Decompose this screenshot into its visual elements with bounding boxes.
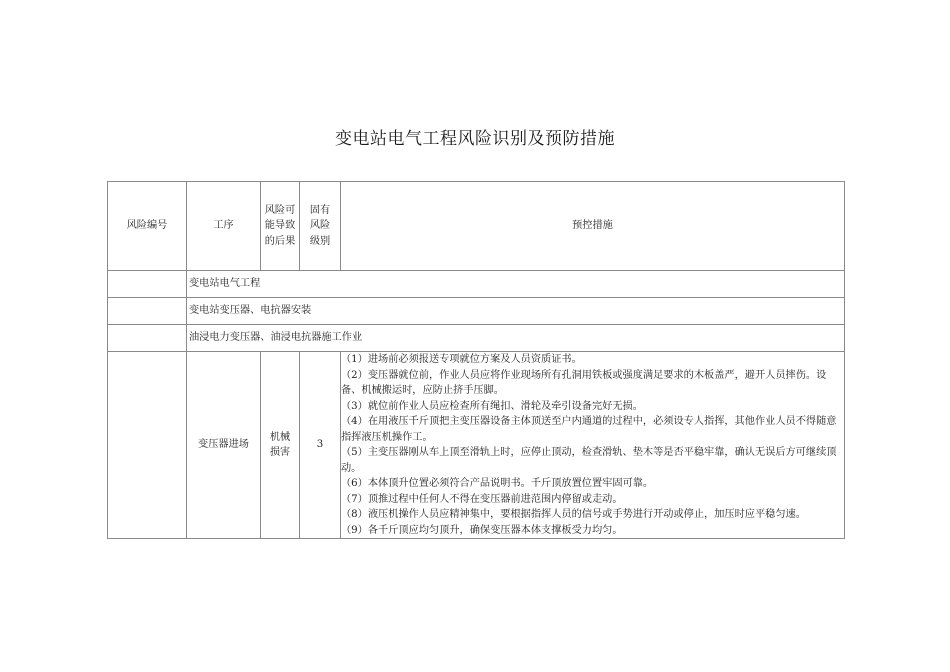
section-label: 变电站电气工程 <box>187 271 845 298</box>
section-empty-cell <box>108 298 187 325</box>
risk-no-cell <box>108 352 187 539</box>
measure-item: （1）进场前必须报送专项就位方案及人员资质证书。 <box>341 354 582 365</box>
section-row <box>108 298 845 325</box>
section-label: 变电站变压器、电抗器安装 <box>187 298 845 325</box>
section-row <box>108 271 845 298</box>
measure-item: （6）本体顶升位置必须符合产品说明书。千斤顶放置位置牢固可靠。 <box>341 478 654 489</box>
header-consequence <box>261 182 300 271</box>
measure-item: （4）在用液压千斤顶把主变压器设备主体顶送至户内通道的过程中，必须设专人指挥，其他作业人员不得随意指挥液压机操作工。 <box>341 416 837 443</box>
process-cell: 变压器进场 <box>187 352 261 539</box>
risk-row <box>108 352 845 539</box>
level-cell: 3 <box>300 352 341 539</box>
consequence-cell <box>261 352 300 539</box>
measure-item: （2）变压器就位前，作业人员应将作业现场所有孔洞用铁板或强度满足要求的木板盖严，避开人员摔伤。设备、机械搬运时，应防止挤手压脚。 <box>341 369 827 396</box>
section-row <box>108 325 845 352</box>
header-process: 工序 <box>187 182 261 271</box>
measures-cell <box>341 352 845 539</box>
measure-item: （7）顶推过程中任何人不得在变压器前进范围内停留或走动。 <box>341 493 623 505</box>
header-level <box>300 182 341 271</box>
measure-item: （8）液压机操作人员应精神集中，要根据指挥人员的信号或手势进行开动或停止，加压时应平稳匀速。 <box>341 509 806 520</box>
section-empty-cell <box>108 325 187 352</box>
measure-item: （3）就位前作业人员应检查所有绳扣、滑轮及牵引设备完好无损。 <box>341 400 643 412</box>
header-risk-no: 风险编号 <box>108 182 187 271</box>
consequence-label: 机械损害 <box>269 431 291 458</box>
table-header-row <box>108 182 845 271</box>
measure-item: （9）各千斤顶应均匀顶升，确保变压器本体支撑板受力均匀。 <box>341 524 623 536</box>
header-level-label: 固有风险级别 <box>309 204 331 247</box>
risk-table <box>107 181 845 539</box>
header-consequence-label: 风险可能导致的后果 <box>264 204 296 247</box>
measure-item: （5）主变压器刚从车上顶至滑轨上时，应停止顶动，检查滑轨、垫木等是否平稳牢靠，确认无误后方可继续顶动。 <box>341 447 837 474</box>
section-empty-cell <box>108 271 187 298</box>
page-title: 变电站电气工程风险识别及预防措施 <box>335 129 615 149</box>
header-measures: 预控措施 <box>341 182 845 271</box>
section-label: 油浸电力变压器、油浸电抗器施工作业 <box>187 325 845 352</box>
